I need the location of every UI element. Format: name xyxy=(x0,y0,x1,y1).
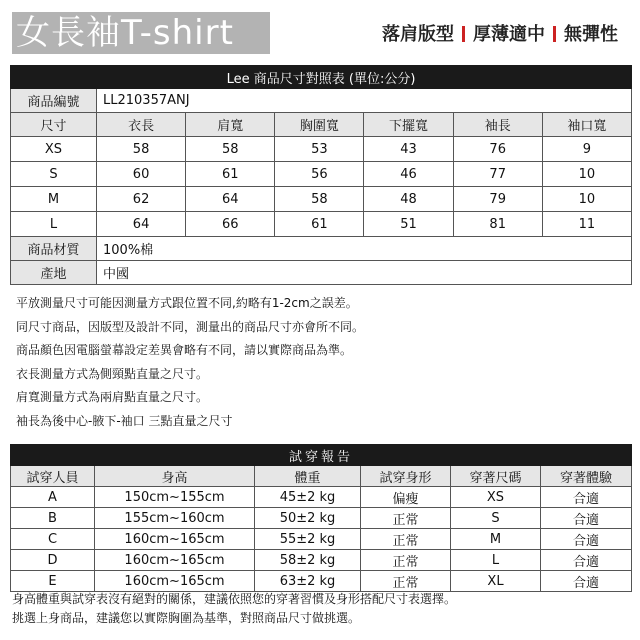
note-line: 袖長為後中心-腋下-袖口 三點直量之尺寸 xyxy=(16,413,233,428)
table-cell: 合適 xyxy=(541,529,632,550)
table-cell: 正常 xyxy=(361,571,451,592)
column-header: 胸圍寬 xyxy=(275,113,364,137)
table-cell: 61 xyxy=(186,162,275,187)
note-line: 商品顏色因電腦螢幕設定差異會略有不同，請以實際商品為準。 xyxy=(16,343,353,357)
table-cell: 11 xyxy=(542,212,631,237)
note-line: 同尺寸商品，因版型及設計不同，測量出的商品尺寸亦會所不同。 xyxy=(16,319,365,334)
table-row xyxy=(11,529,632,550)
column-header: 袖口寬 xyxy=(542,113,631,137)
table-cell: 50±2 kg xyxy=(255,508,361,529)
page-title: 女長袖T-shirt xyxy=(12,12,270,54)
size-chart-title: Lee 商品尺寸對照表 (單位:公分) xyxy=(11,66,632,89)
column-header: 試穿人員 xyxy=(11,466,95,487)
table-cell: 64 xyxy=(186,187,275,212)
table-row xyxy=(11,137,632,162)
column-header: 體重 xyxy=(255,466,361,487)
table-cell: 56 xyxy=(275,162,364,187)
table-cell: 58 xyxy=(275,187,364,212)
table-cell: 合適 xyxy=(541,487,632,508)
fitting-report-title: 試穿報告 xyxy=(11,445,632,466)
column-header: 衣長 xyxy=(97,113,186,137)
size-header-row xyxy=(11,113,632,137)
table-cell: 155cm~160cm xyxy=(95,508,255,529)
table-cell: 43 xyxy=(364,137,453,162)
table-cell: 45±2 kg xyxy=(255,487,361,508)
table-row xyxy=(11,162,632,187)
table-cell: 正常 xyxy=(361,550,451,571)
column-header: 身高 xyxy=(95,466,255,487)
material-value: 100%棉 xyxy=(97,237,632,261)
table-cell: 81 xyxy=(453,212,542,237)
table-cell: 160cm~165cm xyxy=(95,529,255,550)
table-cell: 150cm~155cm xyxy=(95,487,255,508)
table-cell: 79 xyxy=(453,187,542,212)
table-cell: 51 xyxy=(364,212,453,237)
origin-label: 產地 xyxy=(11,261,97,285)
table-cell: 76 xyxy=(453,137,542,162)
table-cell: C xyxy=(11,529,95,550)
size-cell: L xyxy=(11,212,97,237)
table-cell: 58 xyxy=(97,137,186,162)
table-cell: 63±2 kg xyxy=(255,571,361,592)
table-row xyxy=(11,187,632,212)
table-cell: 58 xyxy=(186,137,275,162)
footer-notes xyxy=(12,590,456,628)
note-line: 平放測量尺寸可能因測量方式跟位置不同,約略有1-2cm之誤差。 xyxy=(16,296,358,310)
table-cell: 46 xyxy=(364,162,453,187)
column-header: 穿著尺碼 xyxy=(451,466,541,487)
column-header: 下擺寬 xyxy=(364,113,453,137)
table-cell: D xyxy=(11,550,95,571)
size-cell: S xyxy=(11,162,97,187)
table-cell: 160cm~165cm xyxy=(95,550,255,571)
size-chart-table xyxy=(10,65,632,285)
column-header: 袖長 xyxy=(453,113,542,137)
note-line: 衣長測量方式為側頸點直量之尺寸。 xyxy=(16,366,209,381)
table-cell: 合適 xyxy=(541,550,632,571)
column-header: 穿著體驗 xyxy=(541,466,632,487)
measurement-notes xyxy=(16,292,364,433)
table-cell: 55±2 kg xyxy=(255,529,361,550)
column-header: 肩寬 xyxy=(186,113,275,137)
feature-tag: 落肩版型 xyxy=(382,24,454,45)
table-cell: S xyxy=(451,508,541,529)
table-cell: 66 xyxy=(186,212,275,237)
note-line: 肩寬測量方式為兩肩點直量之尺寸。 xyxy=(16,390,209,404)
footer-line: 挑選上身商品，建議您以實際胸圍為基準，對照商品尺寸做挑選。 xyxy=(12,611,361,625)
table-cell: L xyxy=(451,550,541,571)
table-cell: XL xyxy=(451,571,541,592)
column-header: 試穿身形 xyxy=(361,466,451,487)
table-row xyxy=(11,550,632,571)
table-row xyxy=(11,508,632,529)
separator xyxy=(553,26,556,42)
feature-tags xyxy=(382,20,618,46)
table-cell: E xyxy=(11,571,95,592)
table-cell: 正常 xyxy=(361,529,451,550)
fitting-report-table xyxy=(10,444,632,592)
table-cell: 48 xyxy=(364,187,453,212)
table-cell: 9 xyxy=(542,137,631,162)
footer-line: 身高體重與試穿表沒有絕對的關係，建議依照您的穿著習慣及身形搭配尺寸表選擇。 xyxy=(12,592,457,606)
table-cell: B xyxy=(11,508,95,529)
feature-tag: 厚薄適中 xyxy=(473,24,545,45)
table-row xyxy=(11,212,632,237)
size-cell: XS xyxy=(11,137,97,162)
table-cell: 合適 xyxy=(541,571,632,592)
table-cell: M xyxy=(451,529,541,550)
table-cell: 160cm~165cm xyxy=(95,571,255,592)
table-cell: 77 xyxy=(453,162,542,187)
table-cell: XS xyxy=(451,487,541,508)
table-row xyxy=(11,487,632,508)
table-cell: 64 xyxy=(97,212,186,237)
table-cell: 61 xyxy=(275,212,364,237)
origin-value: 中國 xyxy=(97,261,632,285)
table-cell: 58±2 kg xyxy=(255,550,361,571)
table-cell: 正常 xyxy=(361,508,451,529)
table-cell: 合適 xyxy=(541,508,632,529)
table-cell: A xyxy=(11,487,95,508)
table-cell: 偏瘦 xyxy=(361,487,451,508)
table-row xyxy=(11,571,632,592)
product-code: LL210357ANJ xyxy=(97,89,632,113)
separator xyxy=(462,26,465,42)
table-cell: 10 xyxy=(542,187,631,212)
fitting-header-row xyxy=(11,466,632,487)
table-cell: 53 xyxy=(275,137,364,162)
product-code-label: 商品編號 xyxy=(11,89,97,113)
table-cell: 10 xyxy=(542,162,631,187)
table-cell: 60 xyxy=(97,162,186,187)
column-header: 尺寸 xyxy=(11,113,97,137)
feature-tag: 無彈性 xyxy=(564,24,618,45)
table-cell: 62 xyxy=(97,187,186,212)
material-label: 商品材質 xyxy=(11,237,97,261)
size-cell: M xyxy=(11,187,97,212)
